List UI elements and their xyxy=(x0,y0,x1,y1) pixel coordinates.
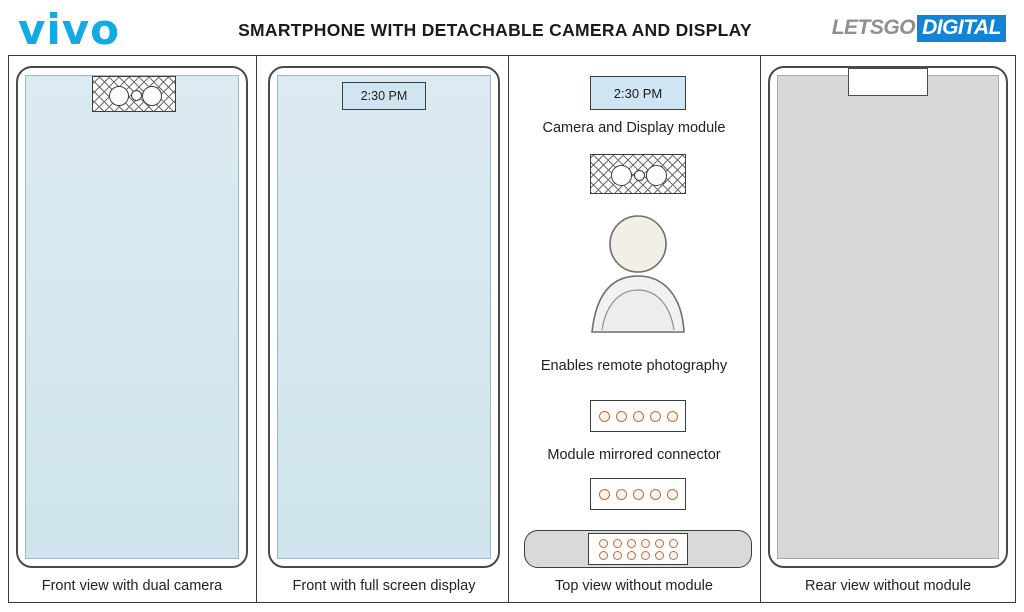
phone1-screen xyxy=(25,75,239,559)
camera-lens-left-icon xyxy=(109,86,129,106)
connector-pin xyxy=(667,411,678,422)
phone1-camera-module xyxy=(92,76,176,112)
connector-pin xyxy=(616,411,627,422)
caption-panel-3: Top view without module xyxy=(555,578,713,594)
letsgodigital-watermark xyxy=(832,14,1006,42)
top-connector-pin xyxy=(655,551,664,560)
top-connector-pin xyxy=(641,539,650,548)
page-title: SMARTPHONE WITH DETACHABLE CAMERA AND DISPLAY xyxy=(238,20,752,40)
top-connector-pin xyxy=(599,551,608,560)
top-connector-pin xyxy=(627,539,636,548)
detached-camera-lens-left-icon xyxy=(611,165,632,186)
module-connector-top xyxy=(590,400,686,432)
detached-camera-sensor-icon xyxy=(634,170,645,181)
top-pin-row xyxy=(599,551,678,560)
camera-lens-right-icon xyxy=(142,86,162,106)
top-connector-pin xyxy=(669,551,678,560)
module-display-time: 2:30 PM xyxy=(590,76,686,110)
camera-sensor-icon xyxy=(131,90,142,101)
top-connector-pin xyxy=(641,551,650,560)
watermark-letsgo: LETSGO xyxy=(831,16,916,39)
divider-2 xyxy=(508,55,509,603)
camera-module-detached xyxy=(590,154,686,194)
detached-camera-lens-right-icon xyxy=(646,165,667,186)
caption-panel-2: Front with full screen display xyxy=(292,578,476,594)
connector-pin xyxy=(650,489,661,500)
connector-pin xyxy=(633,489,644,500)
top-connector-pin xyxy=(655,539,664,548)
connector-pin xyxy=(599,411,610,422)
caption-camera-display-module: Camera and Display module xyxy=(542,120,726,136)
vivo-logo: vivo xyxy=(18,5,121,54)
rear-module-slot xyxy=(848,68,928,96)
connector-pin xyxy=(616,489,627,500)
module-connector-bottom xyxy=(590,478,686,510)
top-connector-pin xyxy=(627,551,636,560)
phone-front-dual-camera xyxy=(16,66,248,568)
watermark-digital: DIGITAL xyxy=(917,15,1006,42)
phone2-screen xyxy=(277,75,491,559)
top-connector-pin xyxy=(613,539,622,548)
caption-mirrored-connector: Module mirrored connector xyxy=(547,447,721,463)
top-connector-pin xyxy=(613,551,622,560)
phone4-rear-surface xyxy=(777,75,999,559)
caption-panel-4: Rear view without module xyxy=(804,578,972,594)
connector-pin xyxy=(599,489,610,500)
top-connector-pin xyxy=(669,539,678,548)
divider-1 xyxy=(256,55,257,603)
connector-pin xyxy=(650,411,661,422)
person-icon xyxy=(572,212,704,344)
caption-panel-1: Front view with dual camera xyxy=(41,578,223,594)
phone2-time-module: 2:30 PM xyxy=(342,82,426,110)
top-connector-pin xyxy=(599,539,608,548)
phone-front-full-screen xyxy=(268,66,500,568)
divider-3 xyxy=(760,55,761,603)
caption-remote-photography: Enables remote photography xyxy=(540,358,728,374)
phone-rear-view xyxy=(768,66,1008,568)
connector-pin xyxy=(667,489,678,500)
connector-pin xyxy=(633,411,644,422)
top-view-connector-slot xyxy=(588,533,688,565)
top-pin-row xyxy=(599,539,678,548)
